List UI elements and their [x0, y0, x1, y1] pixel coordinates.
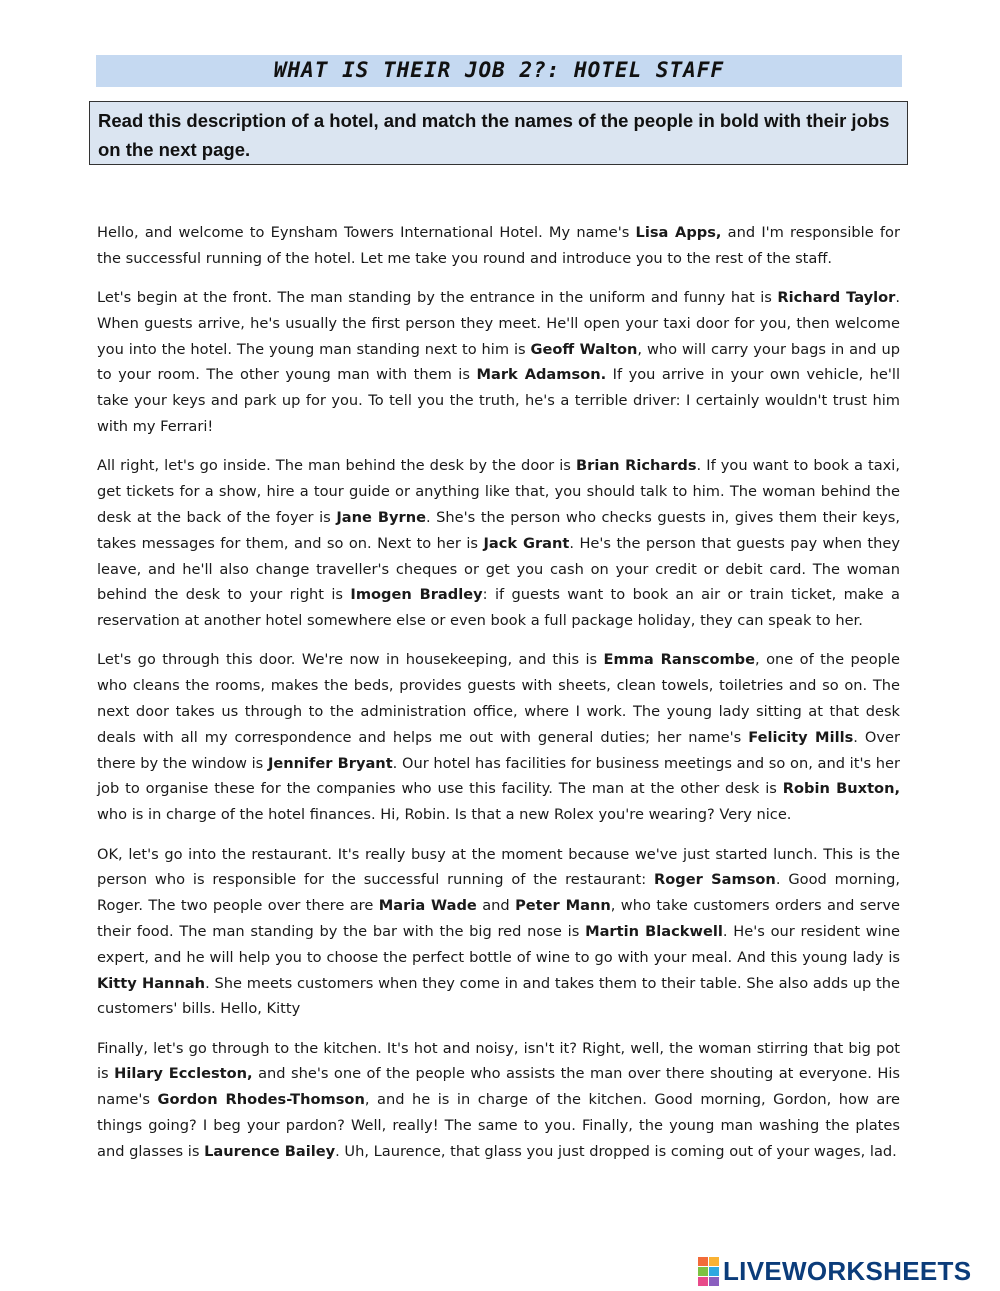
staff-name: Martin Blackwell	[585, 922, 723, 940]
logo-block	[698, 1257, 708, 1266]
text-run: , one of the people who cleans the rooms, makes the beds, provides guests with sheets, clean towels, toiletries and so on. The next door takes us through to the administration office, where I work. The young lady sitting at that desk deals with all my correspondence and helps me out with general duties; her name's	[97, 651, 900, 746]
staff-name: Lisa Apps,	[635, 224, 722, 241]
text-run: . He's the person that guests pay when they leave, and he'll also change traveller's cheques or get you cash on your credit or debit card. The woman behind the desk to your right is	[97, 534, 900, 604]
text-run: and	[476, 897, 516, 915]
logo-block	[698, 1277, 708, 1286]
paragraph	[97, 647, 900, 828]
staff-name: Mark Adamson.	[476, 366, 607, 384]
text-run: . Our hotel has facilities for business meetings and so on, and it's her job to organise these for the companies who use this facility. The man at the other desk is	[97, 754, 900, 798]
staff-name: Gordon Rhodes-Thomson	[157, 1091, 365, 1109]
text-run: and she's one of the people who assists the man over there shouting at everyone. His name's	[97, 1065, 900, 1109]
text-run: , who will carry your bags in and up to your room. The other young man with them is	[97, 340, 900, 384]
text-run: and I'm responsible for the successful running of the hotel. Let me take you round and introduce you to the rest of the staff.	[97, 224, 900, 267]
text-run: Hello, and welcome to Eynsham Towers International Hotel. My name's	[97, 224, 636, 241]
staff-name: Maria Wade	[378, 897, 477, 915]
text-run: . He's our resident wine expert, and he will help you to choose the perfect bottle of wine to go with your meal. And this young lady is	[97, 922, 900, 966]
text-run: . When guests arrive, he's usually the first person they meet. He'll open your taxi door for you, then welcome you into the hotel. The young man standing next to him is	[97, 289, 900, 358]
staff-name: Peter Mann	[515, 897, 611, 915]
staff-name: Geoff Walton	[530, 340, 638, 358]
paragraph	[97, 453, 900, 634]
text-run: OK, let's go into the restaurant. It's really busy at the moment because we've just started lunch. This is the person who is responsible for the successful running of the restaurant:	[97, 845, 900, 889]
text-run: . She's the person who checks guests in, gives them their keys, takes messages for them, and so on. Next to her is	[97, 508, 900, 552]
staff-name: Jack Grant	[483, 534, 570, 552]
liveworksheets-logo[interactable]	[698, 1256, 971, 1286]
logo-blocks-icon	[698, 1257, 719, 1286]
staff-name: Hilary Eccleston,	[114, 1065, 253, 1083]
text-run: : if guests want to book an air or train ticket, make a reservation at another hotel somewhere else or even book a full package holiday, they can speak to her.	[97, 586, 900, 630]
paragraph	[97, 842, 900, 1023]
text-run: . If you want to book a taxi, get tickets for a show, hire a tour guide or anything like that, you should talk to him. The woman behind the desk at the back of the foyer is	[97, 457, 900, 526]
staff-name: Jane Byrne	[336, 508, 426, 526]
text-run: , who take customers orders and serve their food. The man standing by the bar with the big red nose is	[97, 897, 901, 940]
staff-name: Emma Ranscombe	[603, 651, 756, 669]
staff-name: Richard Taylor	[777, 289, 896, 307]
text-run: , and he is in charge of the kitchen. Good morning, Gordon, how are things going? I beg your pardon? Well, really! The same to you. Finally, the young man washing the plates and glasses is	[97, 1091, 900, 1160]
logo-block	[709, 1277, 719, 1286]
staff-name: Robin Buxton,	[782, 780, 901, 798]
logo-block	[709, 1257, 719, 1266]
staff-name: Kitty Hannah	[97, 974, 206, 992]
hotel-description	[97, 220, 900, 1178]
logo-text: LIVEWORKSHEETS	[723, 1256, 972, 1286]
worksheet-title: WHAT IS THEIR JOB 2?: HOTEL STAFF	[96, 55, 902, 87]
staff-name: Imogen Bradley	[350, 586, 483, 604]
text-run: who is in charge of the hotel finances. Hi, Robin. Is that a new Rolex you're wearing? Very nice.	[97, 806, 792, 824]
logo-block	[698, 1267, 708, 1276]
staff-name: Felicity Mills	[748, 728, 854, 746]
instructions-box: Read this description of a hotel, and match the names of the people in bold with their jobs on the next page.	[89, 101, 908, 165]
paragraph	[97, 1036, 900, 1165]
paragraph	[97, 220, 900, 272]
logo-block	[709, 1267, 719, 1276]
text-run: If you arrive in your own vehicle, he'll take your keys and park up for you. To tell you the truth, he's a terrible driver: I certainly wouldn't trust him with my Ferrari!	[97, 366, 901, 436]
staff-name: Roger Samson	[654, 871, 776, 889]
staff-name: Brian Richards	[576, 457, 697, 475]
text-run: . She meets customers when they come in and takes them to their table. She also adds up the customers' bills. Hello, Kitty	[97, 974, 900, 1018]
text-run: All right, let's go inside. The man behind the desk by the door is	[97, 457, 576, 475]
text-run: Finally, let's go through to the kitchen. It's hot and noisy, isn't it? Right, well, the woman stirring that big pot is	[97, 1039, 900, 1083]
text-run: . Over there by the window is	[97, 728, 900, 772]
text-run: Let's begin at the front. The man standing by the entrance in the uniform and funny hat is	[97, 289, 778, 307]
text-run: Let's go through this door. We're now in housekeeping, and this is	[97, 651, 604, 669]
text-run: . Uh, Laurence, that glass you just dropped is coming out of your wages, lad.	[335, 1142, 897, 1160]
paragraph	[97, 285, 900, 440]
text-run: . Good morning, Roger. The two people over there are	[97, 871, 900, 915]
staff-name: Laurence Bailey	[204, 1142, 336, 1160]
staff-name: Jennifer Bryant	[267, 754, 393, 772]
